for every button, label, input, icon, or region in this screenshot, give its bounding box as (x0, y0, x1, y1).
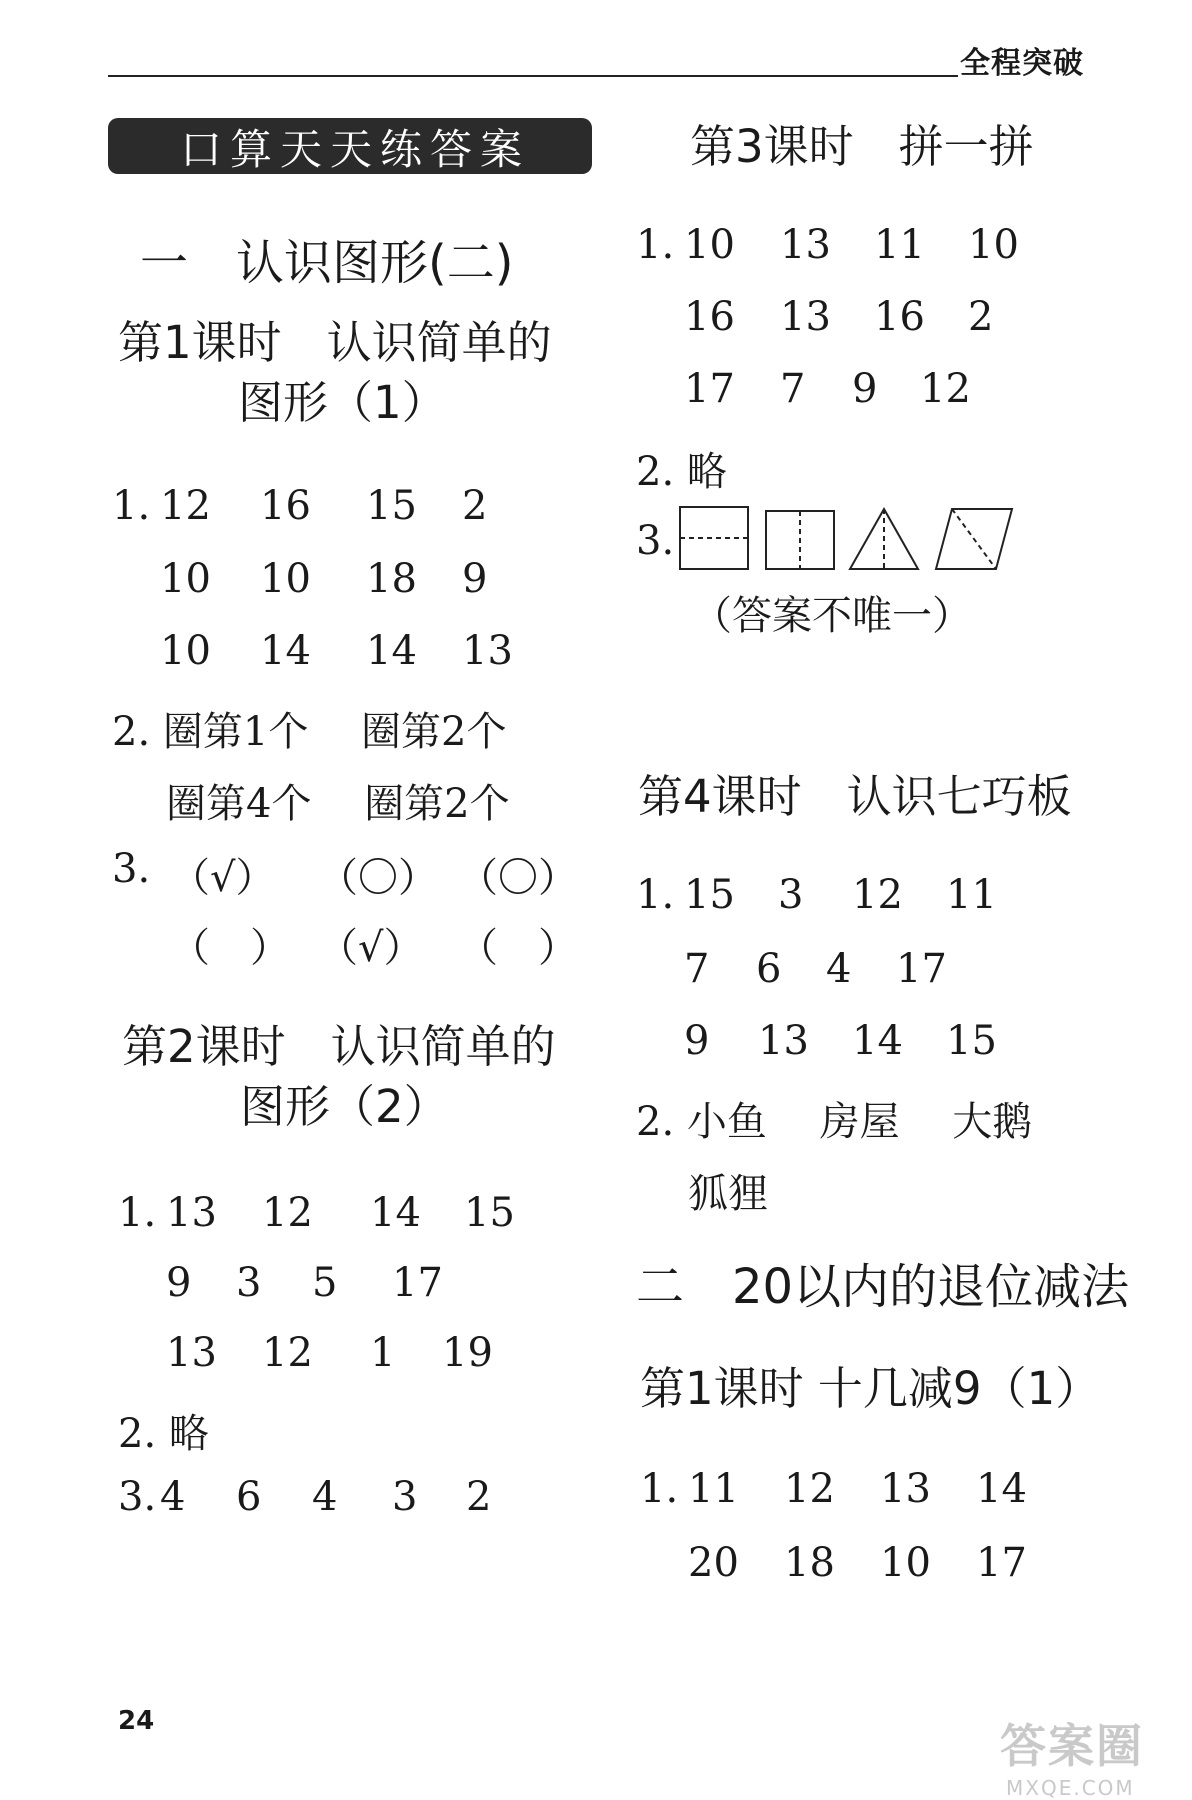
answer-cell: 2 (466, 1474, 492, 1520)
unit2-title: 二 20以内的退位减法 (636, 1259, 1130, 1315)
answer-cell: 17 (976, 1540, 1027, 1586)
answer-cell: 3 (392, 1474, 418, 1520)
lesson1-title-cont: 图形（1） (238, 376, 447, 429)
answer-cell: 14 (260, 628, 311, 674)
brand-label: 全程突破 (960, 46, 1084, 81)
answer-cell: 10 (160, 556, 211, 602)
lesson4-title: 第4课时 认识七巧板 (638, 770, 1072, 823)
answer-cell: 12 (262, 1330, 313, 1376)
answer-note: （答案不唯一） (692, 593, 972, 639)
answer-cell: （ ） (170, 925, 290, 971)
question-label: 3. (118, 1474, 157, 1520)
answer-cell: 18 (366, 556, 417, 602)
answer-cell: 12 (160, 483, 211, 529)
answer-cell: 18 (784, 1540, 835, 1586)
page-number: 24 (118, 1706, 155, 1736)
answer-cell: 10 (968, 222, 1019, 268)
lesson3-title: 第3课时 拼一拼 (690, 120, 1034, 173)
answer-cell: 16 (260, 483, 311, 529)
lesson1-title: 第1课时 认识简单的 (118, 316, 552, 369)
answer-cell: 13 (758, 1018, 809, 1064)
answer-cell: 7 (780, 366, 806, 412)
answer-cell: 1 (370, 1330, 396, 1376)
answer-cell: 10 (684, 222, 735, 268)
answer-line: 2. 圈第1个 圈第2个 (112, 709, 507, 755)
answer-cell: 15 (946, 1018, 997, 1064)
unit2-lesson1-title: 第1课时 十几减9（1） (640, 1362, 1101, 1415)
question-label: 3. (636, 518, 675, 564)
lesson2-title-cont: 图形（2） (240, 1080, 449, 1133)
answer-cell: 4 (312, 1474, 338, 1520)
lesson2-title: 第2课时 认识简单的 (122, 1020, 556, 1073)
answer-cell: 19 (442, 1330, 493, 1376)
answer-cell: 9 (462, 556, 488, 602)
answer-cell: （√） (170, 855, 276, 901)
answer-cell: 9 (684, 1018, 710, 1064)
answer-cell: 9 (852, 366, 878, 412)
answer-line: 2. 略 (636, 449, 727, 495)
question-label: 3. (112, 846, 151, 892)
answer-cell: 11 (946, 872, 997, 918)
answer-cell: 4 (826, 946, 852, 992)
answer-cell: 10 (160, 628, 211, 674)
answer-cell: 2 (968, 294, 994, 340)
answer-cell: 12 (784, 1466, 835, 1512)
answer-cell: 16 (874, 294, 925, 340)
answer-cell: 15 (684, 872, 735, 918)
answer-cell: （〇） (458, 855, 578, 901)
shape-diagram (678, 505, 1018, 573)
answer-cell: 12 (262, 1190, 313, 1236)
watermark-url: MXQE.COM (1006, 1776, 1135, 1800)
answer-cell: 13 (780, 222, 831, 268)
answer-cell: 9 (166, 1260, 192, 1306)
answer-cell: 3 (778, 872, 804, 918)
answer-cell: 6 (756, 946, 782, 992)
watermark (1000, 1710, 1144, 1800)
answer-cell: 4 (160, 1474, 186, 1520)
question-label: 1. (636, 872, 675, 918)
answer-cell: （〇） (318, 855, 438, 901)
answer-cell: 14 (370, 1190, 421, 1236)
answer-cell: 20 (688, 1540, 739, 1586)
answer-cell: 6 (236, 1474, 262, 1520)
answer-cell: 13 (166, 1330, 217, 1376)
answer-cell: 17 (392, 1260, 443, 1306)
square-split-horizontal-icon (680, 507, 748, 569)
answer-line: 圈第4个 圈第2个 (166, 781, 510, 827)
answer-cell: 17 (896, 946, 947, 992)
answer-line: 狐狸 (688, 1171, 768, 1217)
header-rule (108, 75, 958, 77)
triangle-split-icon (850, 509, 918, 569)
answer-cell: 15 (366, 483, 417, 529)
answer-cell: 17 (684, 366, 735, 412)
answer-cell: 12 (852, 872, 903, 918)
answer-cell: （√） (318, 925, 424, 971)
answer-cell: 10 (260, 556, 311, 602)
answer-cell: 11 (874, 222, 925, 268)
watermark-title: 答案圈 (1000, 1719, 1144, 1773)
question-label: 1. (636, 222, 675, 268)
answer-line: 2. 小鱼 房屋 大鹅 (636, 1099, 1033, 1145)
question-label: 1. (640, 1466, 679, 1512)
answer-cell: 5 (312, 1260, 338, 1306)
parallelogram-split-icon (936, 509, 1012, 569)
answer-cell: 2 (462, 483, 488, 529)
answer-cell: 10 (880, 1540, 931, 1586)
answer-cell: 13 (166, 1190, 217, 1236)
answer-cell: 11 (688, 1466, 739, 1512)
answer-cell: 13 (880, 1466, 931, 1512)
question-label: 1. (118, 1190, 157, 1236)
answer-cell: （ ） (458, 925, 578, 971)
answer-cell: 16 (684, 294, 735, 340)
answer-cell: 13 (462, 628, 513, 674)
answer-cell: 12 (920, 366, 971, 412)
unit1-title: 一 认识图形(二) (140, 235, 514, 291)
answer-line: 2. 略 (118, 1411, 209, 1457)
answer-cell: 7 (684, 946, 710, 992)
answer-cell: 15 (464, 1190, 515, 1236)
answer-cell: 13 (780, 294, 831, 340)
answer-cell: 3 (236, 1260, 262, 1306)
answer-cell: 14 (366, 628, 417, 674)
question-label: 1. (112, 483, 151, 529)
square-split-vertical-icon (766, 511, 834, 569)
answer-cell: 14 (852, 1018, 903, 1064)
banner-title: 口算天天练答案 (180, 125, 531, 174)
answer-cell: 14 (976, 1466, 1027, 1512)
